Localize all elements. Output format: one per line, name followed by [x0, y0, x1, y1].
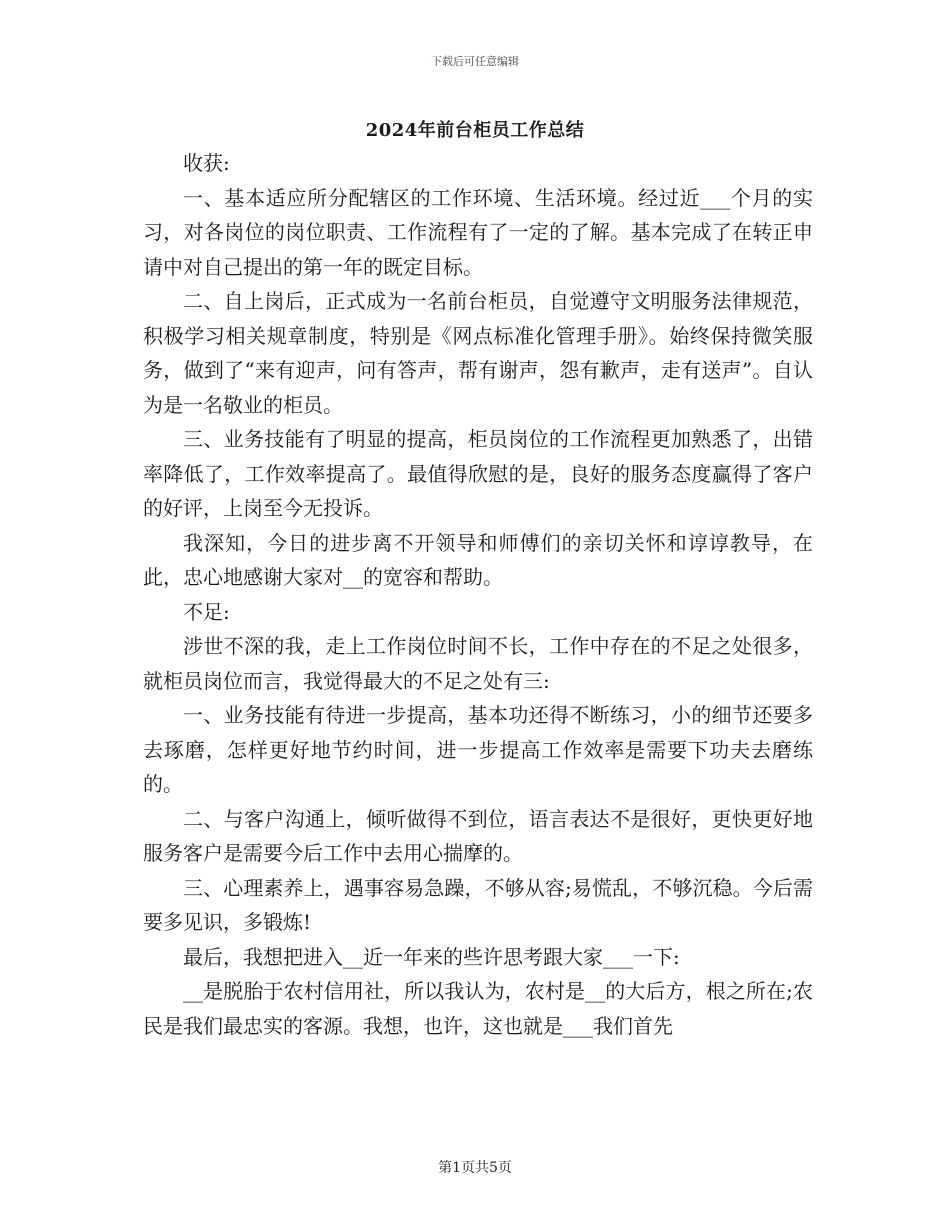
paragraph: 最后，我想把进入__近一年来的些许思考跟大家___一下: — [183, 944, 680, 969]
header-note: 下载后可任意编辑 — [431, 55, 519, 68]
paragraph: 二、与客户沟通上，倾听做得不到位，语言表达不是很好，更快更好地服务客户是需要今后工作中去用心揣摩的。 — [143, 806, 813, 865]
paragraph: 不足: — [183, 599, 230, 624]
document-title: 2024年前台柜员工作总结 — [365, 120, 585, 141]
page-indicator: 第1页共5页 — [438, 1160, 512, 1176]
paragraph: 一、基本适应所分配辖区的工作环境、生活环境。经过近___个月的实习，对各岗位的岗位职责、工作流程有了一定的了解。基本完成了在转正申请中对自己提出的第一年的既定目标。 — [143, 185, 813, 279]
paragraph: 三、心理素养上，遇事容易急躁，不够从容;易慌乱，不够沉稳。今后需要多见识，多锻炼! — [143, 875, 813, 934]
paragraph: 涉世不深的我，走上工作岗位时间不长，工作中存在的不足之处很多，就柜员岗位而言，我觉得最大的不足之处有三: — [143, 634, 813, 693]
document-body — [143, 146, 813, 1043]
paragraph: 三、业务技能有了明显的提高，柜员岗位的工作流程更加熟悉了，出错率降低了，工作效率提高了。最值得欣慰的是，良好的服务态度赢得了客户的好评，上岗至今无投诉。 — [143, 427, 813, 520]
paragraph: 一、业务技能有待进一步提高，基本功还得不断练习，小的细节还要多去琢磨，怎样更好地节约时间，进一步提高工作效率是需要下功夫去磨练的。 — [143, 703, 813, 796]
paragraph: 二、自上岗后，正式成为一名前台柜员，自觉遵守文明服务法律规范，积极学习相关规章制度，特别是《网点标准化管理手册》。始终保持微笑服务，做到了“来有迎声，问有答声，帮有谢声，怨有歉声，走有送声”。自认为是一名敬业的柜员。 — [143, 289, 813, 417]
paragraph: 我深知，今日的进步离不开领导和师傅们的亲切关怀和谆谆教导，在此，忠心地感谢大家对__的宽容和帮助。 — [143, 530, 813, 589]
paragraph: __是脱胎于农村信用社，所以我认为，农村是__的大后方，根之所在;农民是我们最忠实的客源。我想，也许，这也就是___我们首先 — [143, 979, 813, 1038]
paragraph: 收获: — [183, 151, 230, 175]
